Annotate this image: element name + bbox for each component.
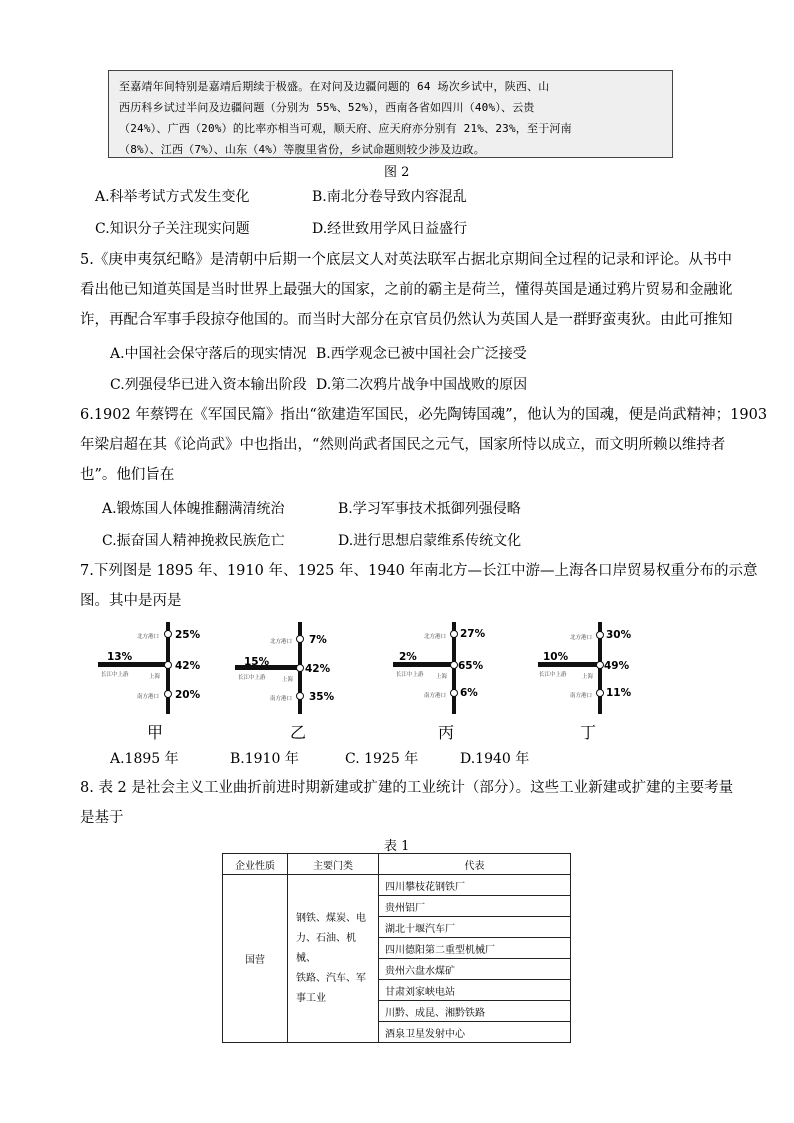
shanghai-label: 上海 [582,674,594,680]
shanghai-label: 上海 [282,677,294,683]
west-name-label: 长江中上游 [238,675,266,681]
diagram-label: 丁 [580,723,597,742]
category-cell [288,875,379,1043]
north-percent: 27% [460,628,486,640]
q4-option-c[interactable]: C.知识分子关注现实问题 [95,221,250,237]
shanghai-label: 上海 [149,674,161,680]
q5-option-b[interactable]: B.西学观念已被中国社会广泛接受 [316,346,527,362]
q6-stem [80,400,768,490]
shanghai-label: 上海 [436,674,448,680]
enterprise-type-cell: 国营 [223,875,288,1043]
q5-stem-line: 5.《庚申夷氛纪略》是清朝中后期一个底层文人对英法联军占据北京期间全过程的记录和评论。从书中 [80,252,732,268]
trade-diagram-ding [535,620,660,740]
node-shanghai [450,661,458,669]
trade-diagram-bing [390,620,515,740]
north-percent: 7% [309,634,327,646]
north-port-label: 北方港口 [270,639,293,645]
industry-table [222,853,571,1043]
category-line: 力、石油、机械、 [296,932,356,964]
q6-option-b[interactable]: B.学习军事技术抵御列强侵略 [338,501,521,517]
north-percent: 25% [175,629,201,641]
shanghai-percent: 49% [604,660,630,672]
q5-stem-line: 诈，再配合军事手段掠夺他国的。而当时大部分在京官员仍然认为英国人是一群野蛮夷狄。由此可推知 [80,312,733,328]
node-shanghai [296,664,304,672]
q7-stem-line: 7.下列图是 1895 年、1910 年、1925 年、1940 年南北方—长江中游—上海各口岸贸易权重分布的示意 [80,563,758,579]
quote-line: （24%）、广西（20%）的比率亦相当可观，顺天府、应天府亦分别有 21%、23%，至于河南 [119,122,572,135]
representative-cell: 四川德阳第二重型机械厂 [379,938,571,959]
diagram-label: 甲 [147,723,164,742]
q8-stem-line: 8. 表 2 是社会主义工业曲折前进时期新建或扩建的工业统计（部分）。这些工业新建或扩建的主要考量 [80,780,734,796]
q7-option-a[interactable]: A.1895 年 [110,751,179,767]
south-percent: 11% [606,687,632,699]
q6-stem-line: 也”。他们旨在 [80,467,175,483]
node-north [296,635,304,643]
representative-cell: 四川攀枝花钢铁厂 [379,875,571,896]
representative-cell: 酒泉卫星发射中心 [379,1022,571,1043]
west-name-label: 长江中上游 [396,672,424,678]
node-shanghai [164,661,172,669]
category-line: 钢铁、煤炭、电 [296,912,366,924]
q5-stem-line: 看出他已知道英国是当时世界上最强大的国家，之前的霸主是荷兰，懂得英国是通过鸦片贸易和金融讹 [80,282,733,298]
trade-diagram-yi [232,620,352,740]
south-port-label: 南方港口 [270,696,293,702]
representative-cell: 贵州六盘水煤矿 [379,959,571,980]
representative-cell: 湖北十堰汽车厂 [379,917,571,938]
north-port-label: 北方港口 [137,634,160,640]
q5-option-c[interactable]: C.列强侵华已进入资本输出阶段 [110,377,307,393]
quote-box [108,70,673,158]
west-percent: 2% [399,651,417,663]
node-shanghai [596,661,604,669]
q7-option-b[interactable]: B.1910 年 [230,751,299,767]
q4-option-a[interactable]: A.科举考试方式发生变化 [95,189,250,205]
west-percent: 13% [107,651,133,663]
node-north [596,631,604,639]
q8-stem-line: 是基于 [80,810,124,826]
table-title: 表 1 [384,839,410,854]
q7-stem-line: 图。其中是丙是 [80,593,182,609]
header-representative: 代表 [379,854,571,875]
node-south [296,692,304,700]
q5-option-a[interactable]: A.中国社会保守落后的现实情况 [110,346,307,362]
header-category: 主要门类 [288,854,379,875]
node-north [164,630,172,638]
south-port-label: 南方港口 [424,693,447,699]
west-name-label: 长江中上游 [101,672,129,678]
north-port-label: 北方港口 [570,635,593,641]
south-percent: 20% [175,689,201,701]
trade-diagram-jia [95,620,215,740]
north-percent: 30% [606,629,632,641]
node-south [596,689,604,697]
q4-option-d[interactable]: D.经世致用学风日益盛行 [312,221,468,237]
shanghai-percent: 65% [458,660,484,672]
q6-stem-line: 6.1902 年蔡锷在《军国民篇》指出“欲建造军国民，必先陶铸国魂”，他认为的国魂，便是尚武精神；1903 [80,407,768,423]
q7-option-d[interactable]: D.1940 年 [460,751,530,767]
q6-stem-line: 年梁启超在其《论尚武》中也指出，“然则尚武者国民之元气，国家所恃以成立，而文明所赖以维持者 [80,437,726,453]
q7-option-c[interactable]: C. 1925 年 [345,751,419,767]
south-port-label: 南方港口 [570,693,593,699]
category-line: 铁路、汽车、军 [296,972,366,984]
q8-stem [80,773,734,833]
representative-cell: 贵州铝厂 [379,896,571,917]
q6-option-c[interactable]: C.振奋国人精神挽救民族危亡 [102,533,285,549]
representative-cell: 甘肃刘家峡电站 [379,980,571,1001]
category-line: 事工业 [296,992,326,1004]
west-percent: 10% [543,651,569,663]
shanghai-percent: 42% [175,660,201,672]
header-enterprise-type: 企业性质 [223,854,288,875]
diagram-label: 乙 [290,723,307,742]
table-row [223,875,571,896]
q5-stem [80,245,733,335]
south-percent: 35% [309,691,335,703]
q6-option-d[interactable]: D.进行思想启蒙维系传统文化 [338,533,522,549]
q7-stem [80,556,758,616]
south-percent: 6% [460,687,478,699]
q6-option-a[interactable]: A.锻炼国人体魄推翻满清统治 [102,501,285,517]
figure-caption: 图 2 [384,165,410,180]
node-south [450,689,458,697]
shanghai-percent: 42% [305,663,331,675]
node-north [450,630,458,638]
quote-line: 西历科乡试过半问及边疆问题（分别为 55%、52%），西南各省如四川（40%）、云贵 [119,101,535,114]
west-percent: 15% [244,656,270,668]
representative-cell: 川黔、成昆、湘黔铁路 [379,1001,571,1022]
node-south [164,690,172,698]
north-port-label: 北方港口 [424,634,447,640]
south-port-label: 南方港口 [137,694,160,700]
quote-line: 至嘉靖年间特别是嘉靖后期续于极盛。在对问及边疆问题的 64 场次乡试中，陕西、山 [119,80,550,93]
quote-line: （8%）、江西（7%）、山东（4%）等腹里省份，乡试命题则较少涉及边政。 [119,143,485,156]
table-header-row [223,854,571,875]
q5-option-d[interactable]: D.第二次鸦片战争中国战败的原因 [316,377,528,393]
q4-option-b[interactable]: B.南北分卷导致内容混乱 [312,189,467,205]
diagram-label: 丙 [438,723,455,742]
west-name-label: 长江中上游 [539,672,567,678]
